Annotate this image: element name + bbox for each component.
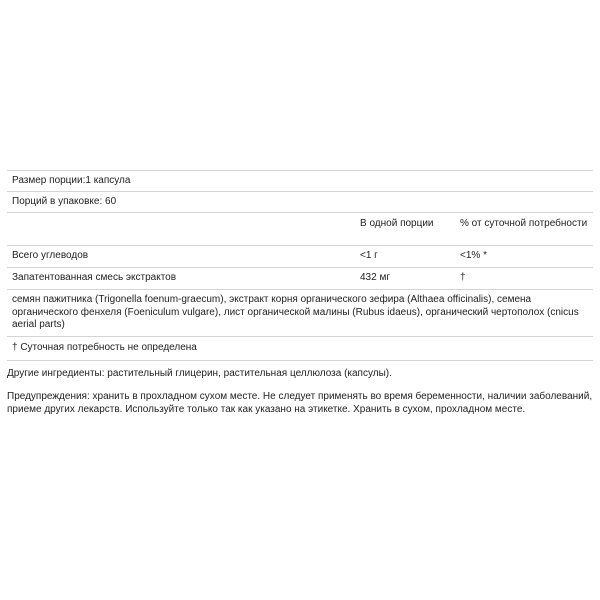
warnings-text: Предупреждения: хранить в прохладном сухом месте. Не следует применять во время беременности, наличии заболеваний, приеме других лекарств. Используйте только так как указано на этикетке. Хранить в сухом, прохладном месте. xyxy=(7,391,593,415)
table-row xyxy=(7,268,593,290)
nutrient-daily-value: † xyxy=(460,272,466,284)
footnote-text: † Суточная потребность не определена xyxy=(12,341,197,353)
header-daily-value: % от суточной потребности xyxy=(460,218,588,229)
servings-per-container-row xyxy=(7,192,593,213)
nutrient-amount: <1 г xyxy=(360,250,378,262)
nutrient-daily-value: <1% * xyxy=(460,250,487,262)
additional-info xyxy=(7,368,593,417)
table-row xyxy=(7,246,593,268)
nutrient-name: Всего углеводов xyxy=(12,250,89,262)
servings-per-container-text: Порций в упаковке: 60 xyxy=(12,195,117,207)
other-ingredients-text: Другие ингредиенты: растительный глицерин, растительная целлюлоза (капсулы). xyxy=(7,367,392,379)
supplement-facts-table xyxy=(7,170,593,361)
blend-description-row xyxy=(7,290,593,337)
serving-size-row xyxy=(7,171,593,192)
serving-size-text: Размер порции:1 капсула xyxy=(12,174,131,186)
footnote-row xyxy=(7,337,593,361)
table-header-row xyxy=(7,213,593,246)
nutrient-name: Запатентованная смесь экстрактов xyxy=(12,272,177,284)
blend-description-text: семян пажитника (Trigonella foenum-graecum), экстракт корня органического зефира (Althaea officinalis), семена органического фенхеля (Foeniculum vulgare), лист органической малины (Rubus idaeus), органический чертополох (cnicus aerial parts) xyxy=(12,294,579,330)
supplement-facts-panel xyxy=(7,170,593,427)
nutrient-amount: 432 мг xyxy=(360,272,390,284)
header-amount: В одной порции xyxy=(360,218,434,229)
